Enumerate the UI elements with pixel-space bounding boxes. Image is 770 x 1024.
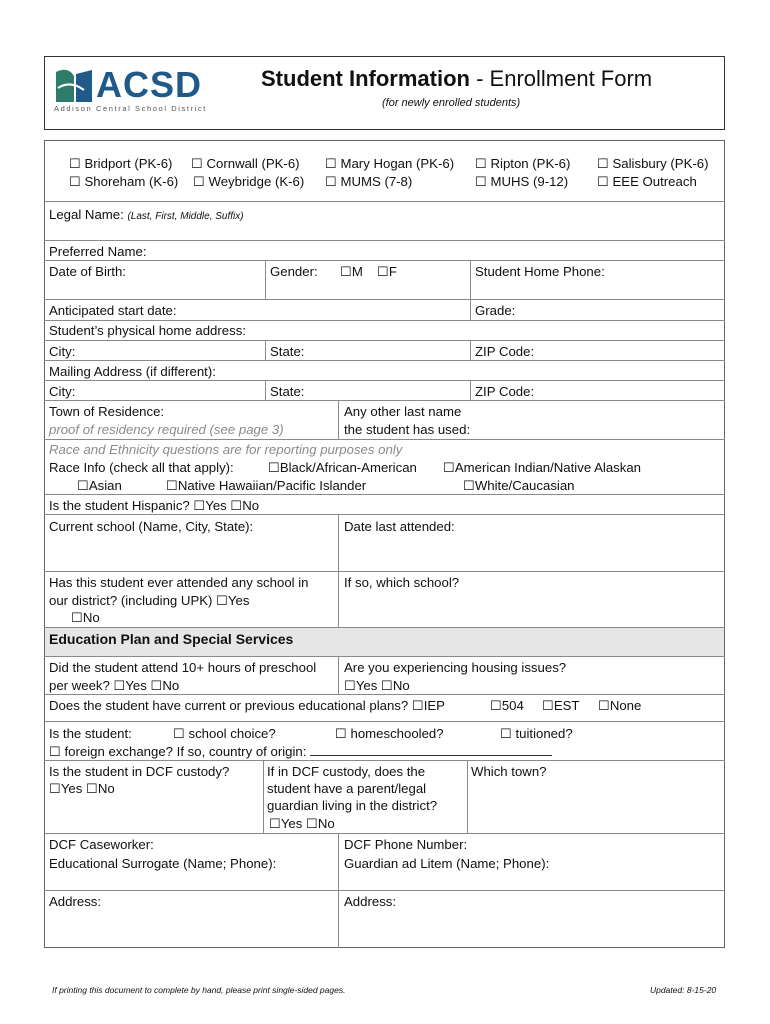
home-phone-field[interactable]: Student Home Phone: bbox=[475, 264, 605, 279]
divider bbox=[44, 201, 725, 202]
gender-f-checkbox[interactable]: ☐F bbox=[377, 264, 397, 279]
divider bbox=[44, 571, 725, 572]
preschool-question-1: Did the student attend 10+ hours of preschool bbox=[49, 660, 317, 675]
divider bbox=[44, 721, 725, 722]
divider bbox=[44, 439, 725, 440]
gender-m-checkbox[interactable]: ☐M bbox=[340, 264, 363, 279]
divider bbox=[44, 833, 725, 834]
hispanic-question[interactable]: Is the student Hispanic? ☐Yes ☐No bbox=[49, 498, 260, 513]
legal-name-label[interactable] bbox=[49, 207, 244, 222]
divider bbox=[44, 656, 725, 657]
divider bbox=[470, 299, 471, 320]
school-salisbury-checkbox[interactable]: ☐ Salisbury (PK-6) bbox=[597, 156, 709, 171]
dcf-parent-3: guardian living in the district? bbox=[267, 798, 438, 813]
page-title bbox=[261, 66, 652, 92]
divider bbox=[44, 260, 725, 261]
housing-question-1: Are you experiencing housing issues? bbox=[344, 660, 567, 675]
which-town-field[interactable]: Which town? bbox=[471, 764, 547, 779]
school-muhs-checkbox[interactable]: ☐ MUHS (9-12) bbox=[475, 174, 569, 189]
divider bbox=[470, 380, 471, 400]
plan-est-checkbox[interactable]: ☐EST bbox=[542, 698, 580, 713]
divider bbox=[265, 340, 266, 360]
school-cornwall-checkbox[interactable]: ☐ Cornwall (PK-6) bbox=[191, 156, 300, 171]
attended-no-checkbox[interactable]: ☐No bbox=[71, 610, 100, 625]
plans-question[interactable]: Does the student have current or previous educational plans? ☐IEP bbox=[49, 698, 445, 713]
tuitioned-checkbox[interactable]: ☐ tuitioned? bbox=[500, 726, 573, 741]
logo-subtext: Addison Central School District bbox=[54, 104, 207, 113]
title-rest: - Enrollment Form bbox=[469, 66, 653, 91]
guardian-field[interactable]: Guardian ad Litem (Name; Phone): bbox=[344, 856, 550, 871]
other-last-name-label-2: the student has used: bbox=[344, 422, 471, 437]
guardian-address-field[interactable]: Address: bbox=[344, 894, 397, 909]
preschool-question-2[interactable]: per week? ☐Yes ☐No bbox=[49, 678, 180, 693]
which-school-field[interactable]: If so, which school? bbox=[344, 575, 460, 590]
divider bbox=[44, 694, 725, 695]
zip-field[interactable]: ZIP Code: bbox=[475, 344, 535, 359]
divider bbox=[44, 514, 725, 515]
school-weybridge-checkbox[interactable]: ☐ Weybridge (K-6) bbox=[193, 174, 305, 189]
city-field[interactable]: City: bbox=[49, 344, 76, 359]
mailing-address-field[interactable]: Mailing Address (if different): bbox=[49, 364, 216, 379]
foreign-exchange-field[interactable] bbox=[49, 743, 552, 760]
housing-question-2[interactable]: ☐Yes ☐No bbox=[344, 678, 410, 693]
race-white-checkbox[interactable]: ☐White/Caucasian bbox=[463, 478, 575, 493]
school-shoreham-checkbox[interactable]: ☐ Shoreham (K-6) bbox=[69, 174, 179, 189]
attended-question-1: Has this student ever attended any school in bbox=[49, 575, 309, 590]
start-date-field[interactable]: Anticipated start date: bbox=[49, 303, 177, 318]
country-blank[interactable] bbox=[310, 743, 552, 756]
section-heading: Education Plan and Special Services bbox=[49, 631, 294, 647]
dcf-question: Is the student in DCF custody? bbox=[49, 764, 230, 779]
dcf-yes-no[interactable]: ☐Yes ☐No bbox=[49, 781, 115, 796]
divider bbox=[44, 400, 725, 401]
logo-mark-icon bbox=[54, 66, 94, 104]
acsd-logo bbox=[54, 64, 207, 114]
race-asian-checkbox[interactable]: ☐Asian bbox=[77, 478, 122, 493]
race-black-checkbox[interactable]: ☐Black/African-American bbox=[268, 460, 417, 475]
mailing-zip-field[interactable]: ZIP Code: bbox=[475, 384, 535, 399]
gender-label: Gender: bbox=[270, 264, 318, 279]
divider bbox=[470, 260, 471, 299]
town-hint: proof of residency required (see page 3) bbox=[49, 422, 284, 437]
other-last-name-label[interactable]: Any other last name bbox=[344, 404, 462, 419]
footer-note: If printing this document to complete by hand, please print single-sided pages. bbox=[52, 985, 346, 995]
dob-field[interactable]: Date of Birth: bbox=[49, 264, 126, 279]
school-ripton-checkbox[interactable]: ☐ Ripton (PK-6) bbox=[475, 156, 571, 171]
divider bbox=[338, 656, 339, 694]
plan-none-checkbox[interactable]: ☐None bbox=[598, 698, 642, 713]
physical-address-field[interactable]: Student’s physical home address: bbox=[49, 323, 246, 338]
grade-field[interactable]: Grade: bbox=[475, 303, 516, 318]
dcf-parent-yes-no[interactable]: ☐Yes ☐No bbox=[269, 816, 335, 831]
legal-name-hint: (Last, First, Middle, Suffix) bbox=[127, 211, 244, 222]
state-field[interactable]: State: bbox=[270, 344, 305, 359]
divider bbox=[44, 240, 725, 241]
current-school-field[interactable]: Current school (Name, City, State): bbox=[49, 519, 254, 534]
is-student-label: Is the student: bbox=[49, 726, 132, 741]
logo-text: ACSD bbox=[96, 64, 203, 105]
homeschooled-checkbox[interactable]: ☐ homeschooled? bbox=[335, 726, 444, 741]
divider bbox=[470, 340, 471, 360]
dcf-parent-2: student have a parent/legal bbox=[267, 781, 427, 796]
town-field[interactable]: Town of Residence: bbox=[49, 404, 165, 419]
race-pacific-checkbox[interactable]: ☐Native Hawaiian/Pacific Islander bbox=[166, 478, 367, 493]
divider bbox=[338, 833, 339, 948]
school-eee-checkbox[interactable]: ☐ EEE Outreach bbox=[597, 174, 697, 189]
school-bridport-checkbox[interactable]: ☐ Bridport (PK-6) bbox=[69, 156, 173, 171]
date-last-attended-field[interactable]: Date last attended: bbox=[344, 519, 455, 534]
divider bbox=[265, 260, 266, 299]
title-bold: Student Information bbox=[261, 66, 470, 91]
divider bbox=[467, 760, 468, 833]
foreign-exchange-label: ☐ foreign exchange? If so, country of origin: bbox=[49, 744, 307, 759]
legal-name-text: Legal Name: bbox=[49, 207, 124, 222]
plan-504-checkbox[interactable]: ☐504 bbox=[490, 698, 524, 713]
race-note: Race and Ethnicity questions are for reporting purposes only bbox=[49, 442, 403, 457]
school-choice-checkbox[interactable]: ☐ school choice? bbox=[173, 726, 276, 741]
dcf-caseworker-field[interactable]: DCF Caseworker: bbox=[49, 837, 154, 852]
race-label: Race Info (check all that apply): bbox=[49, 460, 234, 475]
divider bbox=[338, 400, 339, 439]
divider bbox=[44, 760, 725, 761]
divider bbox=[44, 320, 725, 321]
divider bbox=[44, 494, 725, 495]
mailing-city-field[interactable]: City: bbox=[49, 384, 76, 399]
divider bbox=[44, 360, 725, 361]
divider bbox=[338, 514, 339, 627]
school-maryhogan-checkbox[interactable]: ☐ Mary Hogan (PK-6) bbox=[325, 156, 455, 171]
school-mums-checkbox[interactable]: ☐ MUMS (7-8) bbox=[325, 174, 413, 189]
mailing-state-field[interactable]: State: bbox=[270, 384, 305, 399]
footer-updated: Updated: 8-15-20 bbox=[650, 985, 717, 995]
divider bbox=[44, 890, 725, 891]
preferred-name-field[interactable]: Preferred Name: bbox=[49, 244, 147, 259]
race-native-checkbox[interactable]: ☐American Indian/Native Alaskan bbox=[443, 460, 642, 475]
surrogate-field[interactable]: Educational Surrogate (Name; Phone): bbox=[49, 856, 277, 871]
attended-question-2[interactable]: our district? (including UPK) ☐Yes bbox=[49, 593, 250, 608]
page-subtitle: (for newly enrolled students) bbox=[382, 97, 521, 109]
form-box bbox=[44, 140, 725, 948]
divider bbox=[44, 299, 725, 300]
divider bbox=[263, 760, 264, 833]
divider bbox=[44, 380, 725, 381]
dcf-phone-field[interactable]: DCF Phone Number: bbox=[344, 837, 468, 852]
divider bbox=[265, 380, 266, 400]
surrogate-address-field[interactable]: Address: bbox=[49, 894, 102, 909]
dcf-parent-1: If in DCF custody, does the bbox=[267, 764, 426, 779]
divider bbox=[44, 340, 725, 341]
